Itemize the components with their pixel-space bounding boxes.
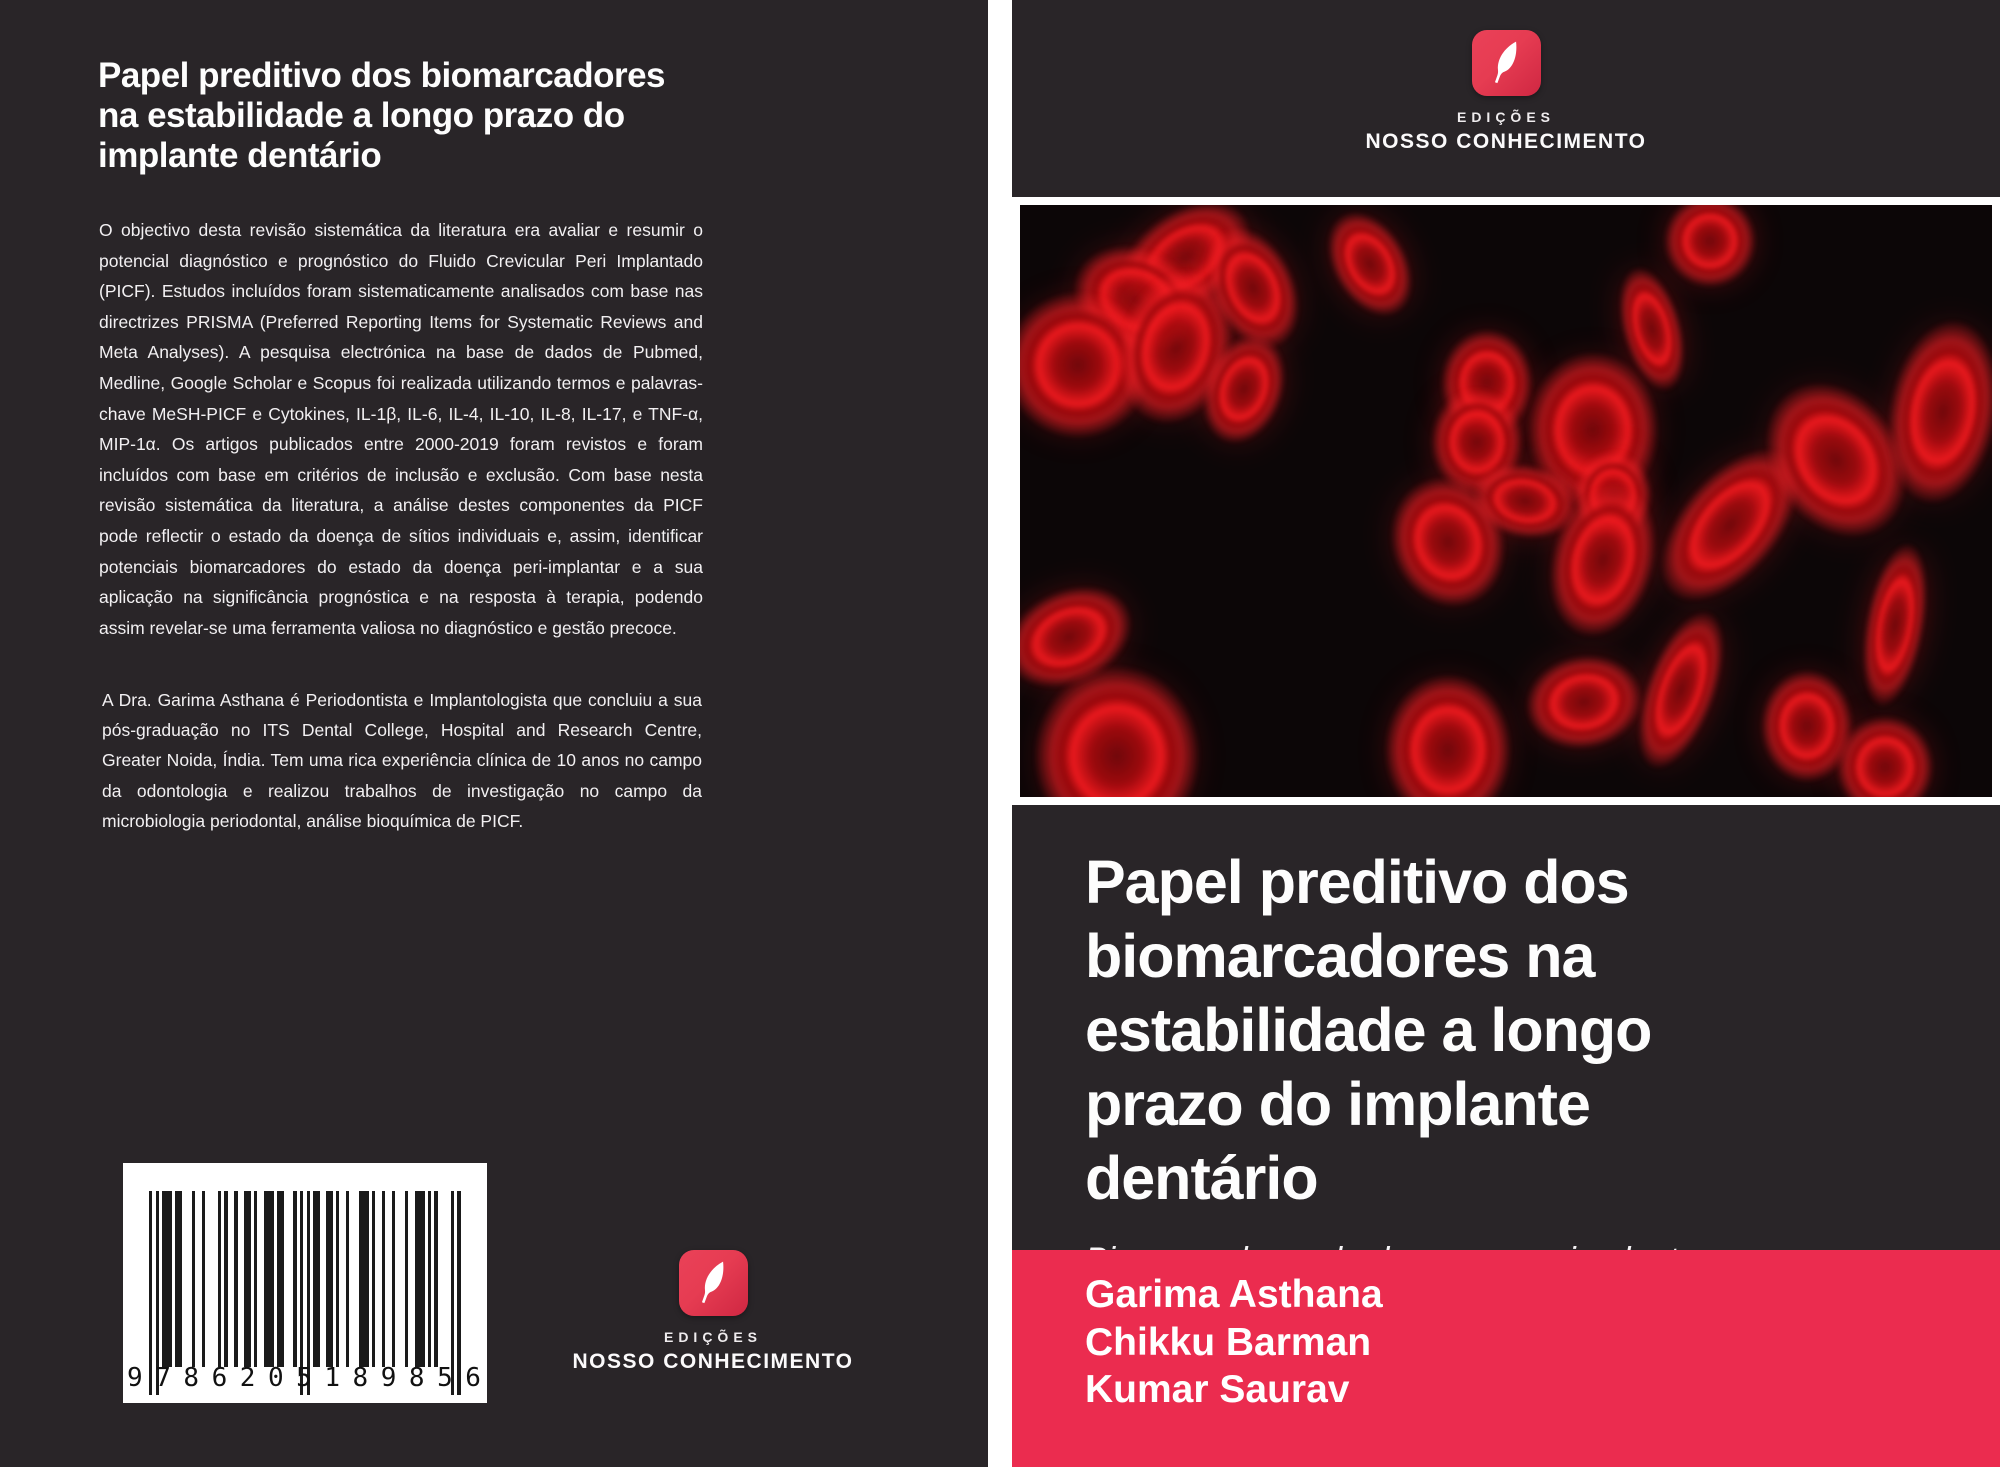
barcode-digit: 8 xyxy=(183,1363,200,1393)
publisher-name-line1: EDIÇÕES xyxy=(1456,109,1555,125)
front-title-line: Papel preditivo dos xyxy=(1085,848,1629,916)
author-name: Garima Asthana xyxy=(1085,1273,1383,1316)
barcode-digit: 5 xyxy=(296,1363,312,1393)
barcode-digits xyxy=(127,1363,481,1393)
barcode-digit: 8 xyxy=(352,1363,369,1393)
back-title-line: implante dentário xyxy=(98,136,382,175)
barcode-digit: 9 xyxy=(380,1363,397,1393)
front-cover-title xyxy=(1085,845,1950,1215)
barcode xyxy=(123,1163,487,1403)
back-cover-author-bio: A Dra. Garima Asthana é Periodontista e Implantologista que concluiu a sua pós-graduação no ITS Dental College, Hospital and Research Centre, Greater Noida, Índia. Tem uma rica experiência clínica de 10 anos no campo da odontologia e realizou trabalhos de investigação no campo da microbiologia periodontal, análise bioquímica de PICF. xyxy=(102,690,702,831)
blood-cell xyxy=(1850,536,1939,714)
back-title-line: Papel preditivo dos biomarcadores xyxy=(98,56,665,95)
barcode-digit: 6 xyxy=(211,1363,228,1393)
author-name: Kumar Saurav xyxy=(1085,1368,1350,1411)
barcode-digit: 7 xyxy=(155,1363,171,1393)
authors-band xyxy=(1012,1250,2000,1467)
publisher-name-line1: EDIÇÕES xyxy=(663,1329,762,1345)
blood-cell xyxy=(1516,645,1651,759)
cover-photo-red-blood-cells xyxy=(1020,205,1992,797)
feather-icon xyxy=(690,1256,736,1311)
front-cover xyxy=(1012,0,2000,1467)
barcode-digit: 0 xyxy=(267,1363,284,1393)
blood-cell xyxy=(1309,205,1431,333)
front-title-line: prazo do implante xyxy=(1085,1070,1590,1138)
front-cover-title-block xyxy=(1012,805,2000,1250)
barcode-digit: 9 xyxy=(127,1363,143,1393)
back-title-line: na estabilidade a longo prazo do xyxy=(98,96,625,135)
publisher-name-line2: NOSSO CONHECIMENTO xyxy=(572,1350,854,1373)
blood-cell xyxy=(1663,205,1758,288)
front-title-line: dentário xyxy=(1085,1144,1318,1212)
publisher-logo-mark xyxy=(679,1250,748,1316)
front-title-line: biomarcadores na xyxy=(1085,922,1595,990)
blood-cell xyxy=(1383,672,1513,797)
barcode-digit: 5 xyxy=(437,1363,453,1393)
barcode-digit: 8 xyxy=(408,1363,425,1393)
barcode-digit: 2 xyxy=(239,1363,256,1393)
publisher-logo-front xyxy=(1326,30,1686,154)
front-title-line: estabilidade a longo xyxy=(1085,996,1652,1064)
back-cover xyxy=(0,0,988,1467)
feather-icon xyxy=(1483,36,1529,91)
barcode-digit: 1 xyxy=(324,1363,340,1393)
front-cover-header xyxy=(1012,0,2000,197)
back-cover-blurb: O objectivo desta revisão sistemática da literatura era avaliar e resumir o potencial diagnóstico e prognóstico do Fluido Crevicular Peri Implantado (PICF). Estudos incluídos foram sistematicamente analisados com base nas directrizes PRISMA (Preferred Reporting Items for Systematic Reviews and Meta Analyses). A pesquisa electrónica na base de dados de Pubmed, Medline, Google Scholar e Scopus foi realizada utilizando termos e palavras-chave MeSH-PICF e Cytokines, IL-1β, IL-6, IL-4, IL-10, IL-8, IL-17, e TNF-α, MIP-1α. Os artigos publicados entre 2000-2019 foram revistos e foram incluídos com base em critérios de inclusão e exclusão. Com base nesta revisão sistemática da literatura, a análise destes componentes da PICF pode reflectir o estado da doença de sítios individuais e, assim, identificar potenciais biomarcadores do estado da doença peri-implantar e a sua aplicação na significância prognóstica e na resposta à terapia, podendo assim revelar-se uma ferramenta valiosa no diagnóstico e gestão precoce. xyxy=(99,220,703,638)
publisher-logo-back xyxy=(543,1250,883,1374)
publisher-logo-mark xyxy=(1472,30,1541,96)
publisher-name-line2: NOSSO CONHECIMENTO xyxy=(1365,130,1647,153)
barcode-digit: 6 xyxy=(465,1363,481,1393)
author-name: Chikku Barman xyxy=(1085,1320,1372,1364)
back-cover-title xyxy=(98,56,738,176)
